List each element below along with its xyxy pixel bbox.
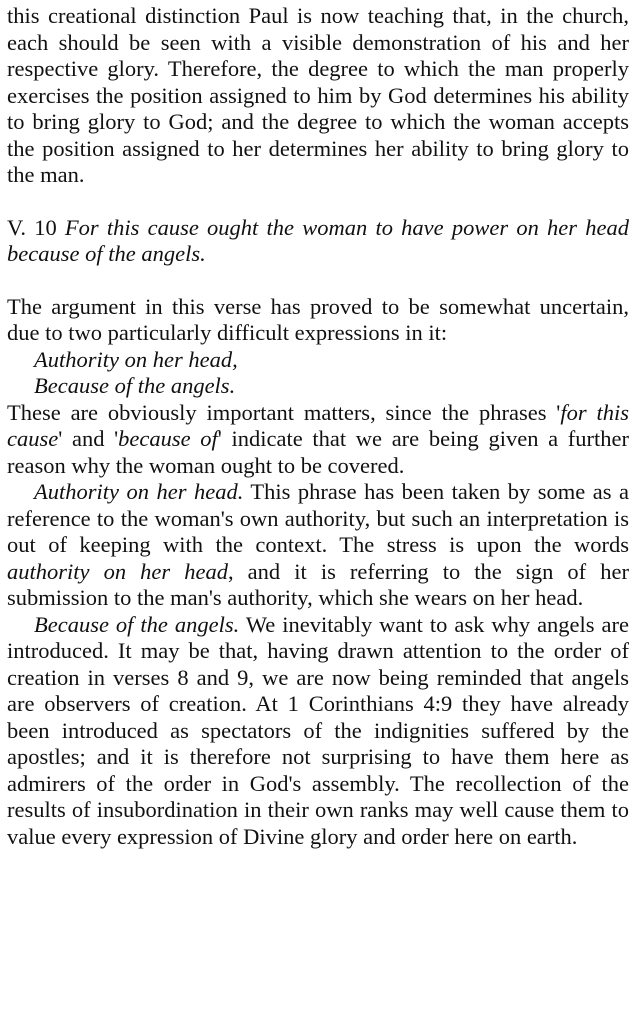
expression-angels: Because of the angels.	[34, 373, 236, 398]
paragraph-text-part: ' indicate that we are being given a further reason why the woman ought to be covered.	[7, 426, 629, 478]
paragraph-lead-phrase: Authority on her head.	[34, 479, 244, 504]
book-page	[7, 3, 629, 850]
phrase-because-of: because of	[118, 426, 218, 451]
paragraph-lead-phrase: Because of the angels.	[34, 611, 240, 637]
verse-quotation: For this cause ought the woman to have power on her head because of the angels.	[7, 214, 630, 266]
verse-reference: V. 10	[7, 214, 57, 240]
paragraph-authority-on-her-head	[7, 479, 629, 612]
paragraph-text-part: These are obviously important matters, since the phrases '	[7, 399, 561, 425]
expression-authority: Authority on her head,	[34, 346, 238, 372]
phrase-authority-on-her-head: authority on her head	[7, 558, 228, 584]
paragraph-because-of-angels	[7, 612, 629, 851]
paragraph-text-part: This phrase has been taken by some as a reference to the woman's own authority, but such an interpretation is out of keeping with the context. The stress is upon the words	[7, 479, 629, 557]
paragraph-argument	[7, 294, 629, 347]
paragraph-creational-distinction	[7, 3, 629, 189]
paragraph-important-matters	[7, 400, 629, 480]
paragraph-text: The argument in this verse has proved to be somewhat uncertain, due to two particularly difficult expressions in it:	[7, 293, 629, 345]
paragraph-text-part: ' and '	[58, 426, 119, 451]
phrase-for-this-cause: for this cause	[7, 399, 629, 451]
paragraph-text: this creational distinction Paul is now teaching that, in the church, each should be seen with a visible demonstration of his and her respective glory. Therefore, the degree to which the man properly exercises the position assigned to him by God determines his ability to bring glory to God; and the degree to which the woman accepts the position assigned to her determines her ability to bring glory to the man.	[7, 3, 629, 187]
verse-heading	[7, 215, 629, 268]
paragraph-text-part: We inevitably want to ask why angels are introduced. It may be that, having drawn attention to the order of creation in verses 8 and 9, we are now being reminded that angels are observers of creation. At 1 Corinthians 4:9 they have already been introduced as spectators of the indignities suffered by the apostles; and it is therefore not surprising to have them here as admirers of the order in God's assembly. The recollection of the results of insubordination in their own ranks may well cause them to value every expression of Divine glory and order here on earth.	[7, 611, 629, 849]
paragraph-text-part: , and it is referring to the sign of her submission to the man's authority, which she wears on her head.	[7, 558, 629, 610]
